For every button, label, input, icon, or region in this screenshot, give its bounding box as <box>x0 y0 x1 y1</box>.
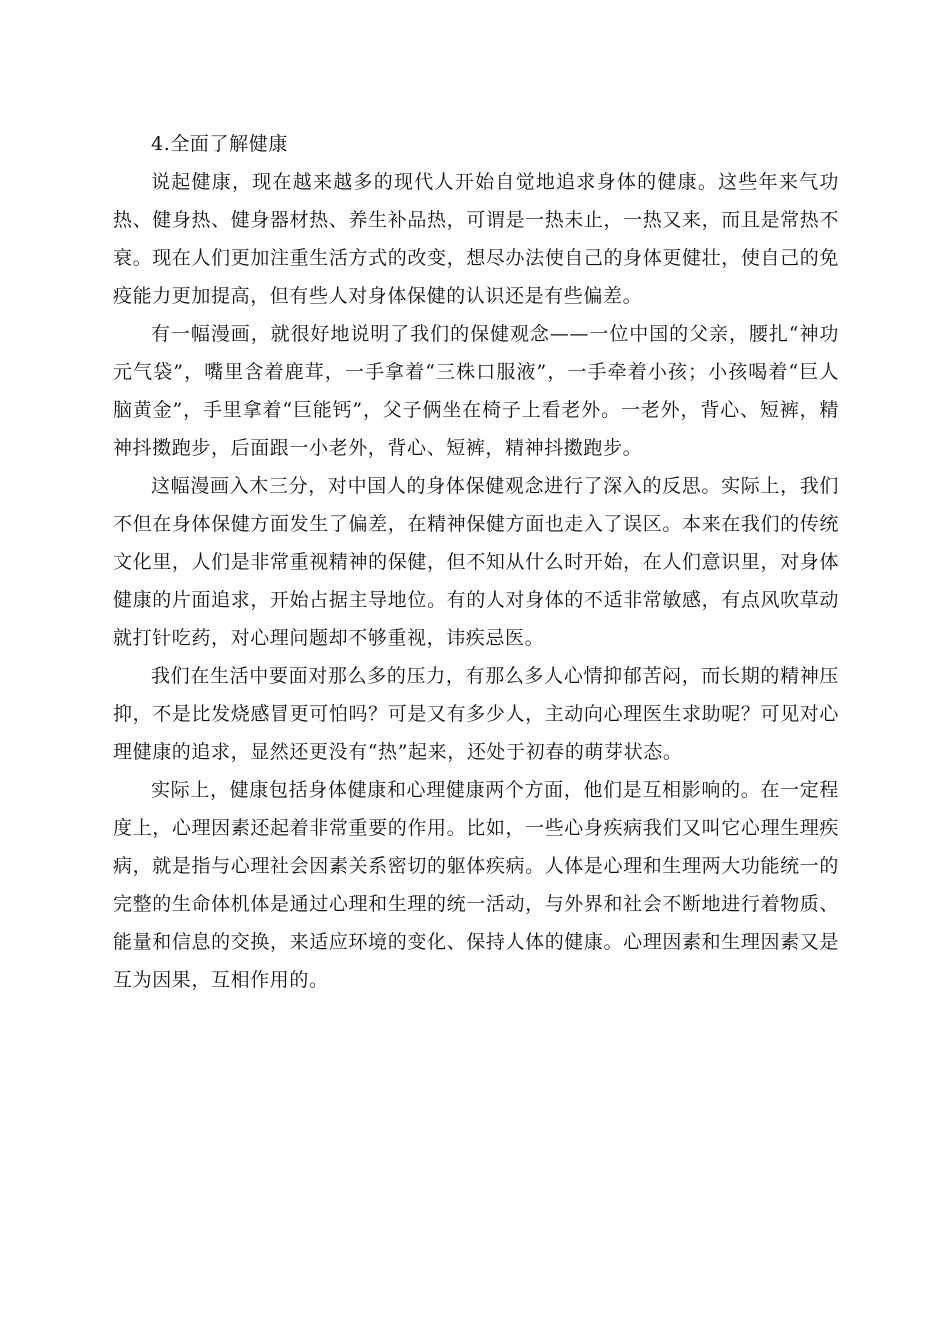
paragraph-1: 说起健康，现在越来越多的现代人开始自觉地追求身体的健康。这些年来气功热、健身热、健身器材热、养生补品热，可谓是一热未止，一热又来，而且是常热不衰。现在人们更加注重生活方式的改变，想尽办法使自己的身体更健壮，使自己的免疫能力更加提高，但有些人对身体保健的认识还是有些偏差。 <box>113 171 839 307</box>
paragraph-2: 有一幅漫画，就很好地说明了我们的保健观念——一位中国的父亲，腰扎“神功元气袋”，嘴里含着鹿茸，一手拿着“三株口服液”，一手牵着小孩；小孩喝着“巨人脑黄金”，手里拿着“巨能钙”，父子俩坐在椅子上看老外。一老外，背心、短裤，精神抖擞跑步，后面跟一小老外，背心、短裤，精神抖擞跑步。 <box>113 323 839 459</box>
paragraph-4: 我们在生活中要面对那么多的压力，有那么多人心情抑郁苦闷，而长期的精神压抑，不是比发烧感冒更可怕吗？可是又有多少人，主动向心理医生求助呢？可见对心理健康的追求，显然还更没有“热”起来，还处于初春的萌芽状态。 <box>113 665 839 763</box>
paragraph-3: 这幅漫画入木三分，对中国人的身体保健观念进行了深入的反思。实际上，我们不但在身体保健方面发生了偏差，在精神保健方面也走入了误区。本来在我们的传统文化里，人们是非常重视精神的保健，但不知从什么时开始，在人们意识里，对身体健康的片面追求，开始占据主导地位。有的人对身体的不适非常敏感，有点风吹草动就打针吃药，对心理问题却不够重视，讳疾忌医。 <box>113 475 839 649</box>
document-body <box>113 125 839 999</box>
section-heading: 4.全面了解健康 <box>151 133 288 155</box>
paragraph-5: 实际上，健康包括身体健康和心理健康两个方面，他们是互相影响的。在一定程度上，心理因素还起着非常重要的作用。比如，一些心身疾病我们又叫它心理生理疾病，就是指与心理社会因素关系密切的躯体疾病。人体是心理和生理两大功能统一的完整的生命体机体是通过心理和生理的统一活动，与外界和社会不断地进行着物质、能量和信息的交换，来适应环境的变化、保持人体的健康。心理因素和生理因素又是互为因果，互相作用的。 <box>113 779 839 991</box>
